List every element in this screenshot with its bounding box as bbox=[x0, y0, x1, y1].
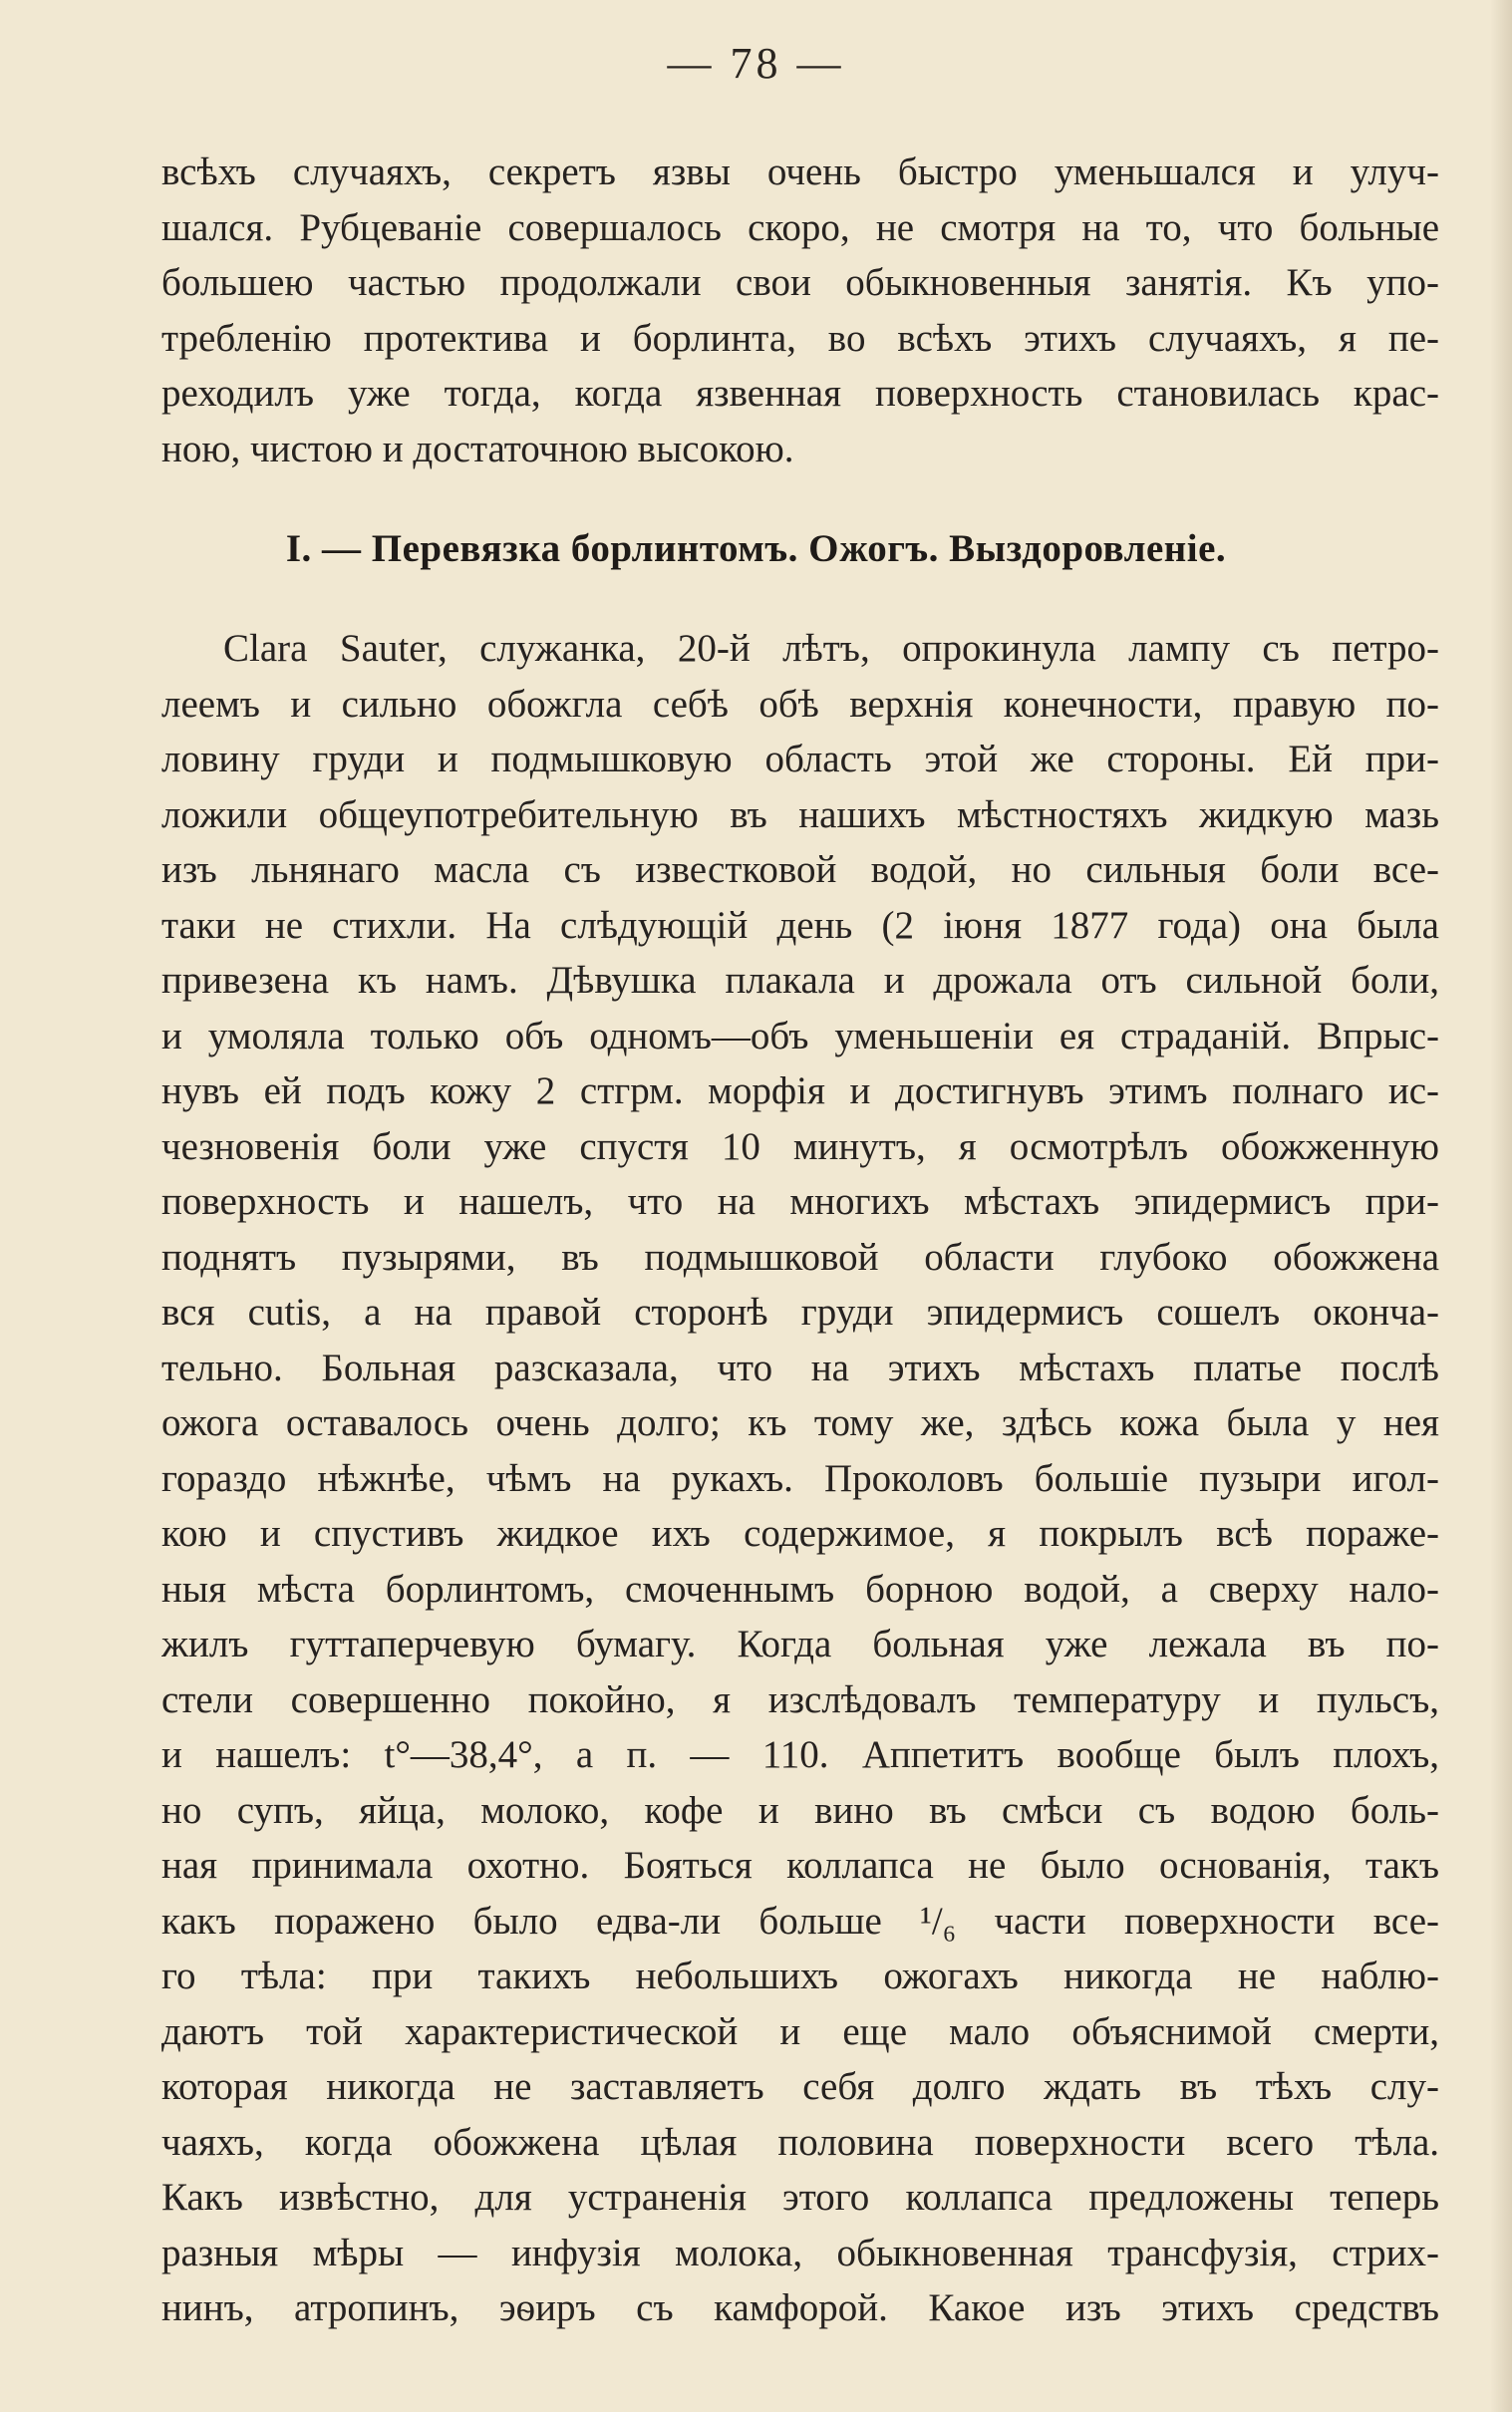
text-line: го тѣла: при такихъ небольшихъ ожогахъ никогда не наблю- bbox=[161, 1955, 1439, 1997]
text-line: Какъ извѣстно, для устраненія этого коллапса предложены теперь bbox=[161, 2176, 1439, 2219]
text-line: ныя мѣста борлинтомъ, смоченнымъ борною водой, а сверху нало- bbox=[161, 1567, 1439, 1611]
text-line: но супъ, яйца, молоко, кофе и вино въ смѣси съ водою боль- bbox=[161, 1788, 1439, 1832]
text-line: жилъ гуттаперчевую бумагу. Когда больная уже лежала въ по- bbox=[161, 1623, 1439, 1665]
text-line: требленію протектива и борлинта, во всѣхъ этихъ случаяхъ, я пе- bbox=[161, 316, 1439, 360]
text-line: таки не стихли. На слѣдующій день (2 іюня 1877 года) она была bbox=[161, 903, 1439, 947]
text-line: ожога оставалось очень долго; къ тому же, здѣсь кожа была у нея bbox=[161, 1401, 1439, 1444]
text-line: нинъ, атропинъ, эѳиръ съ камфорой. Какое изъ этихъ средствъ bbox=[161, 2286, 1439, 2329]
case-paragraph bbox=[161, 621, 1439, 2336]
text-line: изъ льнянаго масла съ известковой водой, но сильныя боли все- bbox=[161, 848, 1439, 891]
text-line: которая никогда не заставляетъ себя долго ждать въ тѣхъ слу- bbox=[161, 2065, 1439, 2108]
text-line: и умоляла только объ одномъ—объ уменьшеніи ея страданій. Впрыс- bbox=[161, 1014, 1439, 1057]
page-number: — 78 — bbox=[667, 39, 845, 88]
text-line: вся cutis, а на правой сторонѣ груди эпидермисъ сошелъ оконча- bbox=[161, 1291, 1439, 1334]
text-line: леемъ и сильно обожгла себѣ обѣ верхнія конечности, правую по- bbox=[161, 682, 1439, 726]
text-line: и нашелъ: t°—38,4°, а п. — 110. Аппетитъ вообще былъ плохъ, bbox=[161, 1733, 1439, 1776]
section-heading: I. — Перевязка борлинтомъ. Ожогъ. Выздоровленіе. bbox=[285, 527, 1227, 570]
text-line: ложили общеупотребительную въ нашихъ мѣстностяхъ жидкую мазь bbox=[161, 792, 1439, 836]
text-line: тельно. Больная разсказала, что на этихъ мѣстахъ платье послѣ bbox=[161, 1346, 1439, 1389]
text-line: большею частью продолжали свои обыкновенныя занятія. Къ упо- bbox=[161, 261, 1439, 304]
text-line: поверхность и нашелъ, что на многихъ мѣстахъ эпидермисъ при- bbox=[161, 1180, 1439, 1223]
text-line: нувъ ей подъ кожу 2 стгрм. морфія и достигнувъ этимъ полнаго ис- bbox=[161, 1069, 1439, 1112]
text-line: кою и спустивъ жидкое ихъ содержимое, я покрылъ всѣ пораже- bbox=[161, 1512, 1439, 1555]
paragraph-continuation bbox=[161, 145, 1439, 476]
text-line: чаяхъ, когда обожжена цѣлая половина поверхности всего тѣла. bbox=[161, 2120, 1439, 2164]
text-line: какъ поражено было едва-ли больше ¹/₆ части поверхности все- bbox=[161, 1899, 1439, 1943]
text-line: реходилъ уже тогда, когда язвенная поверхность становилась крас- bbox=[161, 372, 1439, 415]
text-line: шался. Рубцеваніе совершалось скоро, не смотря на то, что больные bbox=[161, 205, 1439, 249]
text-line: стели совершенно покойно, я изслѣдовалъ температуру и пульсъ, bbox=[161, 1677, 1439, 1721]
text-line: разныя мѣры — инфузія молока, обыкновенная трансфузія, стрих- bbox=[161, 2231, 1439, 2274]
text-line: ная принимала охотно. Бояться коллапса не было основанія, такъ bbox=[161, 1844, 1439, 1887]
text-line: поднятъ пузырями, въ подмышковой области глубоко обожжена bbox=[161, 1235, 1439, 1279]
text-line: всѣхъ случаяхъ, секретъ язвы очень быстро уменьшался и улуч- bbox=[161, 151, 1439, 193]
text-line: Clara Sauter, служанка, 20-й лѣтъ, опрокинула лампу съ петро- bbox=[223, 627, 1439, 670]
text-line: гораздо нѣжнѣе, чѣмъ на рукахъ. Проколовъ большіе пузыри игол- bbox=[161, 1456, 1439, 1500]
text-line: даютъ той характеристической и еще мало объяснимой смерти, bbox=[161, 2009, 1439, 2053]
text-line: ною, чистою и достаточною высокою. bbox=[161, 427, 794, 470]
text-line: ловину груди и подмышковую область этой же стороны. Ей при- bbox=[161, 738, 1439, 780]
text-line: привезена къ намъ. Дѣвушка плакала и дрожала отъ сильной боли, bbox=[161, 959, 1439, 1002]
text-line: чезновенія боли уже спустя 10 минутъ, я осмотрѣлъ обожженную bbox=[161, 1124, 1439, 1168]
